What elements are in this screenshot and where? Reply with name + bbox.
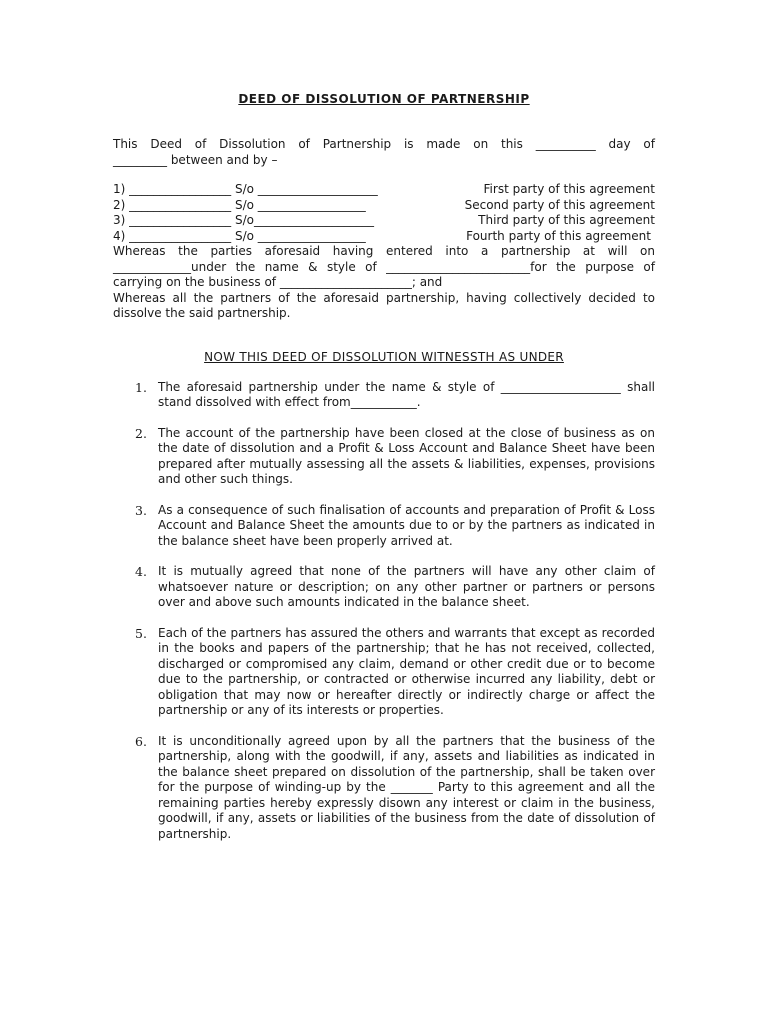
clause-item: [113, 734, 655, 843]
party-name-blank: 2) _________________ S/o __________________: [113, 197, 366, 212]
party-row: [113, 198, 655, 214]
party-row: [113, 229, 651, 245]
intro-line-2: _________ between and by –: [113, 152, 278, 167]
document-page: [113, 92, 655, 857]
clause-number: 5.: [135, 625, 147, 641]
witnesseth-heading: NOW THIS DEED OF DISSOLUTION WITNESSTH AS UNDER: [204, 349, 564, 364]
parties-list: [113, 182, 655, 244]
clause-text: Each of the partners has assured the others and warrants that except as recorded in the books and papers of the partnership; that he has not received, collected, discharged or compromised any claim, demand or other credit due or to become due to the partnership, or contracted or otherwise incurred any liability, debt or obligation that may now or hereafter directly or indirectly charge or affect the partnership or any of its interests or properties.: [158, 625, 655, 717]
party-row: [113, 213, 655, 229]
clause-item: [113, 564, 655, 611]
clause-text: The aforesaid partnership under the name & style of ____________________ shall stand dissolved with effect from___________.: [158, 379, 655, 409]
party-name-blank: 3) _________________ S/o____________________: [113, 213, 374, 227]
clause-number: 4.: [135, 564, 147, 579]
whereas-paragraph-2: Whereas all the partners of the aforesaid partnership, having collectively decided to dissolve the said partnership.: [113, 290, 655, 320]
clause-text: It is unconditionally agreed upon by all the partners that the business of the partnership, along with the goodwill, if any, assets and liabilities as indicated in the balance sheet prepared on dissolution of the partnership, shall be taken over for the purpose of winding-up by the _______ Party to this agreement and all the remaining parties hereby expressly disown any interest or claim in the business, goodwill, if any, assets or liabilities of the business from the date of dissolution of partnership.: [158, 733, 655, 841]
clause-number: 6.: [135, 733, 147, 749]
clause-item: [113, 626, 655, 719]
clause-item: [113, 503, 655, 550]
party-role: Fourth party of this agreement: [466, 228, 651, 243]
clause-text: It is mutually agreed that none of the partners will have any other claim of whatsoever nature or description; on any other partner or partners or persons over and above such amounts indicated in the balance sheet.: [158, 564, 655, 609]
clause-text: The account of the partnership have been closed at the close of business as on the date of dissolution and a Profit & Loss Account and Balance Sheet have been prepared after mutually assessing all the assets & liabilities, expenses, provisions and other such things.: [158, 425, 655, 486]
party-name-blank: 1) _________________ S/o ____________________: [113, 182, 378, 196]
clauses-list: [113, 380, 655, 843]
intro-line-1: This Deed of Dissolution of Partnership is made on this __________ day of: [113, 137, 655, 151]
intro-paragraph: [113, 137, 655, 168]
party-role: First party of this agreement: [483, 182, 655, 196]
party-name-blank: 4) _________________ S/o __________________: [113, 228, 366, 243]
party-role: Third party of this agreement: [478, 213, 655, 227]
clause-text: As a consequence of such finalisation of accounts and preparation of Profit & Loss Account and Balance Sheet the amounts due to or by the partners as indicated in the balance sheet have been properly arrived at.: [158, 502, 655, 548]
clause-item: [113, 426, 655, 488]
party-role: Second party of this agreement: [464, 197, 655, 212]
clause-number: 3.: [135, 502, 147, 518]
whereas-paragraph-1: Whereas the parties aforesaid having entered into a partnership at will on _____________under the name & style of ________________________for the purpose of carrying on the business of ______________________; and: [113, 244, 655, 289]
clause-number: 2.: [135, 425, 147, 441]
party-row: [113, 182, 655, 198]
clause-number: 1.: [135, 379, 147, 395]
document-title: DEED OF DISSOLUTION OF PARTNERSHIP: [238, 92, 530, 106]
clause-item: [113, 380, 655, 411]
